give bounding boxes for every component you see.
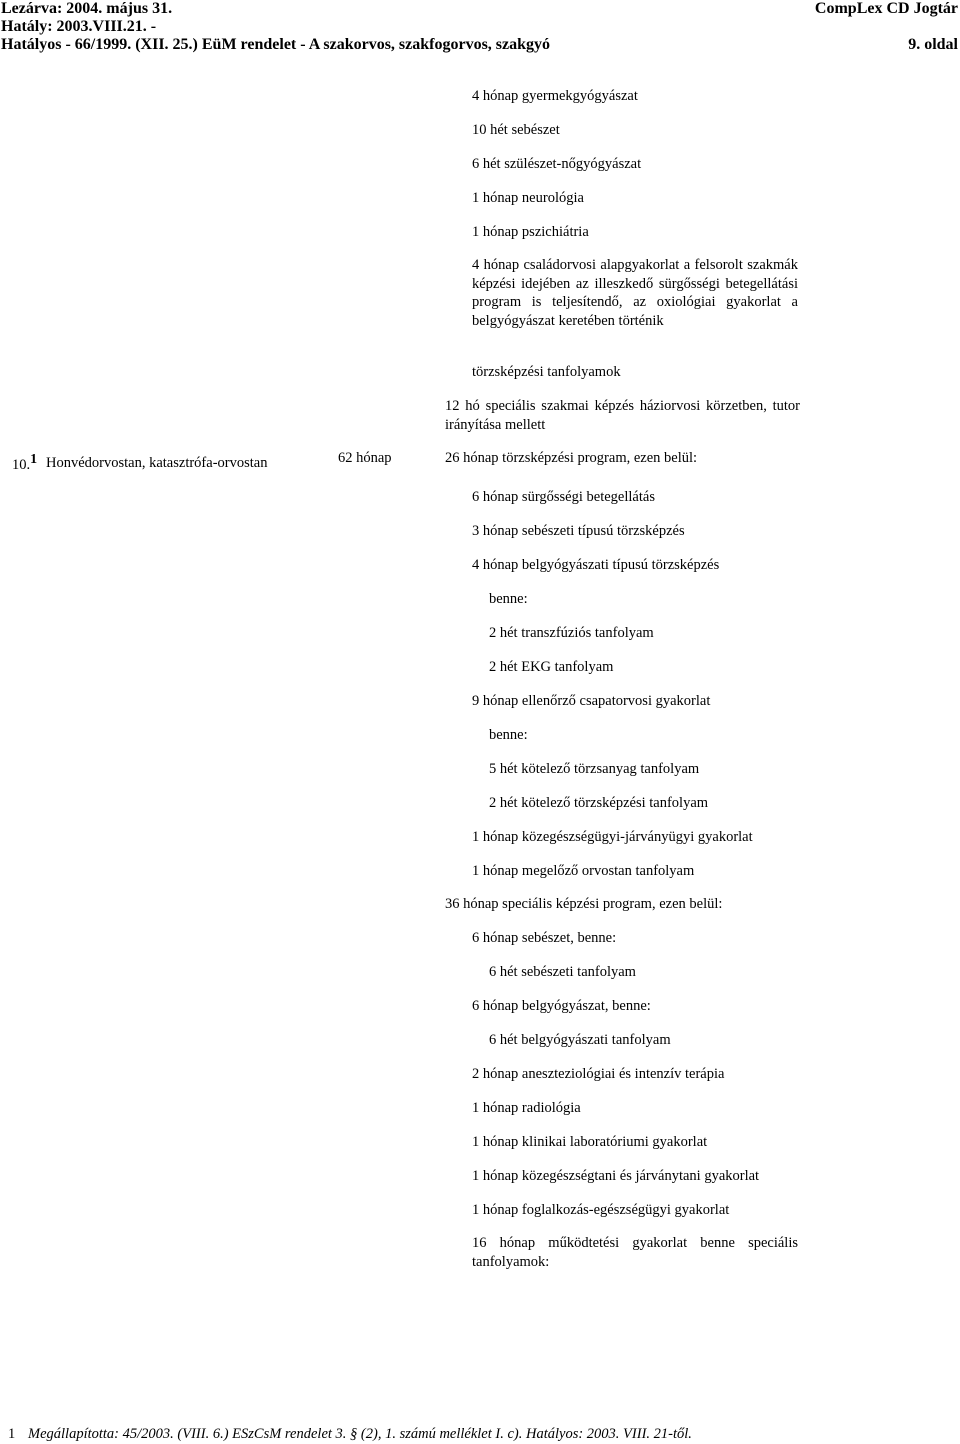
- list-item: 6 hét sebészeti tanfolyam: [489, 964, 636, 980]
- header-hataly: Hatály: 2003.VIII.21. -: [1, 18, 157, 35]
- row-number: 10.1: [12, 452, 38, 473]
- header-brand: CompLex CD Jogtár: [814, 0, 958, 17]
- special-program-heading: 36 hónap speciális képzési program, ezen belül:: [445, 896, 723, 912]
- list-item: 10 hét sebészet: [472, 122, 560, 138]
- special-training-paragraph: 12 hó speciális szakmai képzés háziorvosi körzetben, tutor irányítása mellett: [445, 398, 800, 433]
- list-item: 2 hét EKG tanfolyam: [489, 659, 614, 675]
- footnote-text: Megállapította: 45/2003. (VIII. 6.) ESzCsM rendelet 3. § (2), 1. számú melléklet I. c). Hatályos: 2003. VIII. 21-től.: [28, 1426, 692, 1442]
- core-courses-label: törzsképzési tanfolyamok: [472, 364, 621, 380]
- list-item: 1 hónap neurológia: [472, 190, 584, 206]
- list-item: 6 hónap sürgősségi betegellátás: [472, 489, 655, 505]
- list-item: 1 hónap radiológia: [472, 1100, 581, 1116]
- list-item: benne:: [489, 591, 528, 607]
- list-item: 1 hónap pszichiátria: [472, 224, 589, 240]
- list-item: 1 hónap közegészségtani és járványtani gyakorlat: [472, 1168, 760, 1184]
- list-item: 2 hónap aneszteziológiai és intenzív terápia: [472, 1066, 725, 1082]
- list-item: 6 hét szülészet-nőgyógyászat: [472, 156, 642, 172]
- list-item: 1 hónap foglalkozás-egészségügyi gyakorlat: [472, 1202, 730, 1218]
- list-item: 5 hét kötelező törzsanyag tanfolyam: [489, 761, 700, 777]
- list-item: benne:: [489, 727, 528, 743]
- header-document-title: Hatályos - 66/1999. (XII. 25.) EüM rendelet - A szakorvos, szakfogorvos, szakgyó: [1, 36, 551, 53]
- list-item: 2 hét kötelező törzsképzési tanfolyam: [489, 795, 709, 811]
- list-item: 6 hét belgyógyászati tanfolyam: [489, 1032, 671, 1048]
- footnote: [8, 1425, 692, 1443]
- operation-paragraph: 16 hónap működtetési gyakorlat benne speciális tanfolyamok:: [472, 1235, 798, 1270]
- footnote-reference[interactable]: 1: [30, 452, 38, 467]
- specialty-name: Honvédorvostan, katasztrófa-orvostan: [46, 455, 268, 471]
- footnote-number: 1: [8, 1426, 16, 1442]
- list-item: 1 hónap klinikai laboratóriumi gyakorlat: [472, 1134, 708, 1150]
- list-item: 1 hónap közegészségügyi-járványügyi gyakorlat: [472, 829, 753, 845]
- list-item: 2 hét transzfúziós tanfolyam: [489, 625, 654, 641]
- training-duration: 62 hónap: [338, 450, 392, 466]
- list-item: 6 hónap belgyógyászat, benne:: [472, 998, 651, 1014]
- core-program-heading: 26 hónap törzsképzési program, ezen belül:: [445, 450, 698, 466]
- list-item: 4 hónap gyermekgyógyászat: [472, 88, 638, 104]
- list-item: 9 hónap ellenőrző csapatorvosi gyakorlat: [472, 693, 711, 709]
- list-item: 6 hónap sebészet, benne:: [472, 930, 617, 946]
- header-page-number: 9. oldal: [908, 36, 958, 53]
- practice-paragraph: 4 hónap családorvosi alapgyakorlat a felsorolt szakmák képzési idejében az illeszkedő sürgősségi betegellátási program is teljesítendő, az oxiológiai gyakorlat a belgyógyászat keretében történik: [472, 257, 798, 329]
- header-lezarva: Lezárva: 2004. május 31.: [1, 0, 173, 17]
- list-item: 4 hónap belgyógyászati típusú törzsképzés: [472, 557, 720, 573]
- list-item: 3 hónap sebészeti típusú törzsképzés: [472, 523, 685, 539]
- list-item: 1 hónap megelőző orvostan tanfolyam: [472, 863, 695, 879]
